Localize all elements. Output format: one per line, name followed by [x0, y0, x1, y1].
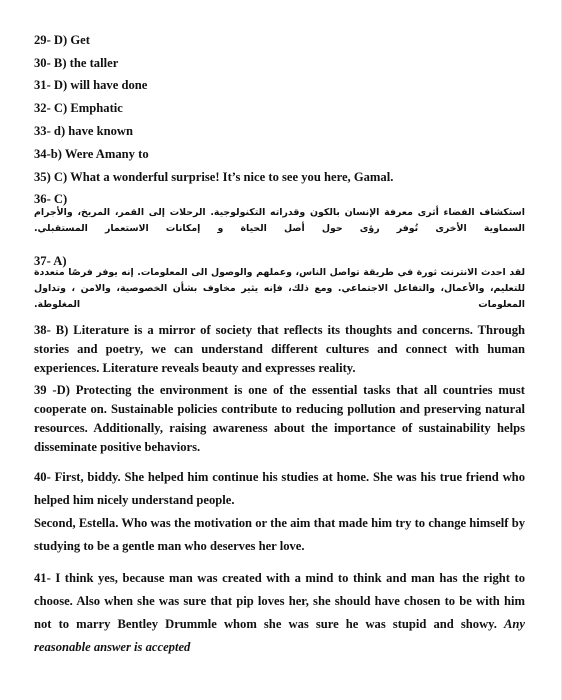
answer-33: 33- d) have known	[34, 124, 134, 138]
answer-39: 39 -D) Protecting the environment is one of the essential tasks that all countries must cooperate on. Sustainable policies contribute to reducing pollution and preserving natural resources. Additionally, raising awareness about the importance of sustainability helps disseminate positive behaviors.	[34, 383, 525, 454]
answer-37-label: 37- A)	[34, 254, 67, 268]
answer-41-text: 41- I think yes, because man was created with a mind to think and man has the right to choose. Also when she was sure that pip loves her, she should have chosen to be with him not to marry Bentley Drummle whom she was sure he was stupid and showy.	[34, 571, 525, 631]
answer-29: 29- D) Get	[34, 33, 90, 47]
answer-41	[34, 567, 525, 659]
answer-40-second: Second, Estella. Who was the motivation or the aim that made him try to change himself by studying to be a gentle man who deserves her love.	[34, 516, 525, 553]
answer-36-arabic-text: استكشاف الفضاء أثرى معرفة الإنسان بالكون وقدراته التكنولوجية. الرحلات إلى القمر، المريخ، والأجرام السماوية الأخرى تُوفر رؤى حول أصل الحياة و إمكانات الاستعمار المستقبلي.	[34, 207, 525, 234]
answer-36-label: 36- C)	[34, 192, 68, 206]
answer-41-note: Any reasonable answer is accepted	[34, 617, 525, 654]
answer-37-arabic-text: لقد احدث الانترنت ثورة في طريقة تواصل الناس، وعملهم والوصول الى المعلومات. إنه يوفر فرصًا متعددة للتعليم، والأعمال، والتفاعل الاجتماعي. ومع ذلك، فإنه يثير مخاوف بشأن الخصوصية، والامن ، وتداول المعلومات المغلوطة.	[34, 267, 525, 310]
answer-35: 35) C) What a wonderful surprise! It’s nice to see you here, Gamal.	[34, 170, 394, 184]
answer-31: 31- D) will have done	[34, 78, 148, 92]
answer-34: 34-b) Were Amany to	[34, 147, 149, 161]
answer-32: 32- C) Emphatic	[34, 101, 123, 115]
answer-38: 38- B) Literature is a mirror of society that reflects its thoughts and concerns. Through stories and poetry, we can understand different cultures and connect with human experiences. Literature reveals beauty and expresses reality.	[34, 323, 525, 375]
answer-30: 30- B) the taller	[34, 56, 119, 70]
answer-40-first: 40- First, biddy. She helped him continue his studies at home. She was his true friend who helped him nicely understand people.	[34, 470, 525, 507]
